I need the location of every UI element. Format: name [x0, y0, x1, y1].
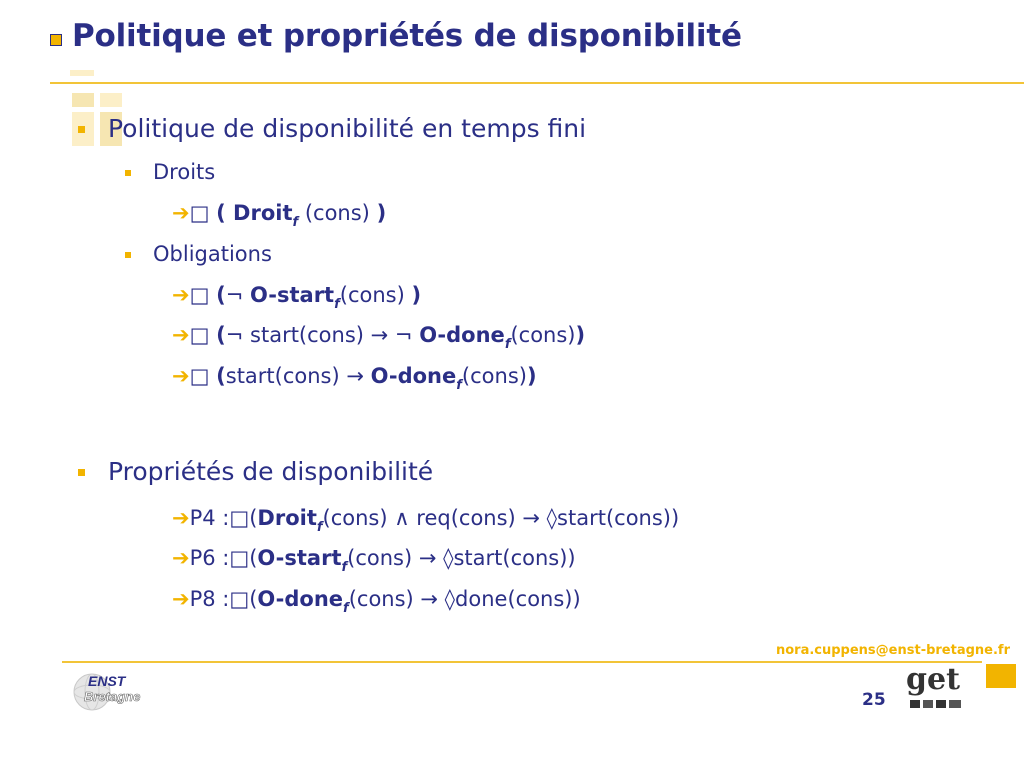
formula-text: (: [216, 364, 226, 388]
formula-text: □: [189, 283, 217, 307]
formula-text: (cons): [510, 323, 576, 347]
formula-line: [172, 323, 585, 352]
subsection-heading: Droits: [153, 160, 216, 184]
deco-square: [100, 93, 122, 107]
formula-text: P6 :□(: [189, 546, 258, 570]
formula-text: ): [575, 323, 586, 347]
property-line: [172, 506, 679, 535]
formula-text: ): [376, 201, 387, 225]
formula-text: (cons): [339, 283, 412, 307]
get-logo: [900, 662, 980, 712]
arrow-icon: ➔: [172, 283, 190, 307]
formula-text: ¬ start(cons) → ¬: [225, 323, 420, 347]
arrow-icon: ➔: [172, 323, 190, 347]
arrow-icon: ➔: [172, 546, 190, 570]
bullet-square-icon: [78, 126, 85, 133]
subscript-text: f: [341, 560, 348, 575]
formula-text: P8 :□(: [189, 587, 258, 611]
arrow-icon: ➔: [172, 587, 190, 611]
property-line: [172, 587, 581, 616]
subscript-text: f: [504, 337, 511, 352]
arrow-icon: ➔: [172, 506, 190, 530]
subscript-text: f: [343, 601, 349, 616]
section-heading: Politique de disponibilité en temps fini: [108, 114, 587, 143]
property-line: [172, 546, 576, 575]
formula-text: O-done: [419, 323, 505, 347]
formula-text: O-done: [257, 587, 344, 611]
subsection-heading: Obligations: [153, 242, 272, 266]
title-bullet-icon: [50, 34, 62, 46]
formula-text: ): [411, 283, 422, 307]
page-number: 25: [862, 690, 886, 710]
slide-title: Politique et propriétés de disponibilité: [72, 18, 742, 54]
formula-text: (: [216, 323, 226, 347]
get-logo-bars-icon: [910, 698, 970, 710]
subscript-text: f: [316, 520, 323, 535]
section-heading: Propriétés de disponibilité: [108, 457, 434, 486]
subscript-text: f: [456, 378, 462, 393]
formula-text: (cons) → ◊start(cons)): [347, 546, 576, 570]
deco-square: [70, 70, 94, 76]
formula-text: O-start: [257, 546, 342, 570]
formula-text: □: [189, 323, 217, 347]
formula-text: (: [216, 283, 226, 307]
formula-line: [172, 283, 421, 312]
formula-text: ): [526, 364, 537, 388]
author-email: nora.cuppens@enst-bretagne.fr: [775, 643, 1010, 658]
formula-text: ( Droit: [216, 201, 293, 225]
formula-text: (cons) → ◊done(cons)): [348, 587, 581, 611]
formula-text: O-done: [370, 364, 457, 388]
formula-text: □: [189, 201, 217, 225]
formula-line: [172, 201, 386, 230]
bullet-square-icon: [125, 252, 131, 258]
bullet-square-icon: [78, 469, 85, 476]
formula-text: O-start: [250, 283, 335, 307]
bullet-square-icon: [125, 170, 131, 176]
formula-text: (cons) ∧ req(cons) → ◊start(cons)): [322, 506, 680, 530]
footer-divider: [62, 661, 982, 663]
get-logo-text: get: [906, 662, 960, 697]
formula-text: (cons): [298, 201, 377, 225]
formula-text: ¬: [225, 283, 251, 307]
formula-text: Droit: [257, 506, 317, 530]
enst-logo: [66, 670, 156, 714]
arrow-icon: ➔: [172, 364, 190, 388]
enst-logo-text: ENST: [88, 673, 126, 689]
formula-text: (cons): [461, 364, 527, 388]
bretagne-logo-text: Bretagne: [84, 689, 141, 704]
deco-square: [72, 93, 94, 107]
deco-square: [986, 664, 1016, 688]
title-divider: [50, 82, 1024, 84]
formula-text: P4 :□(: [189, 506, 258, 530]
subscript-text: f: [292, 215, 299, 230]
subscript-text: f: [334, 297, 340, 312]
arrow-icon: ➔: [172, 201, 190, 225]
formula-text: start(cons) →: [225, 364, 371, 388]
formula-text: □: [189, 364, 217, 388]
formula-line: [172, 364, 537, 393]
